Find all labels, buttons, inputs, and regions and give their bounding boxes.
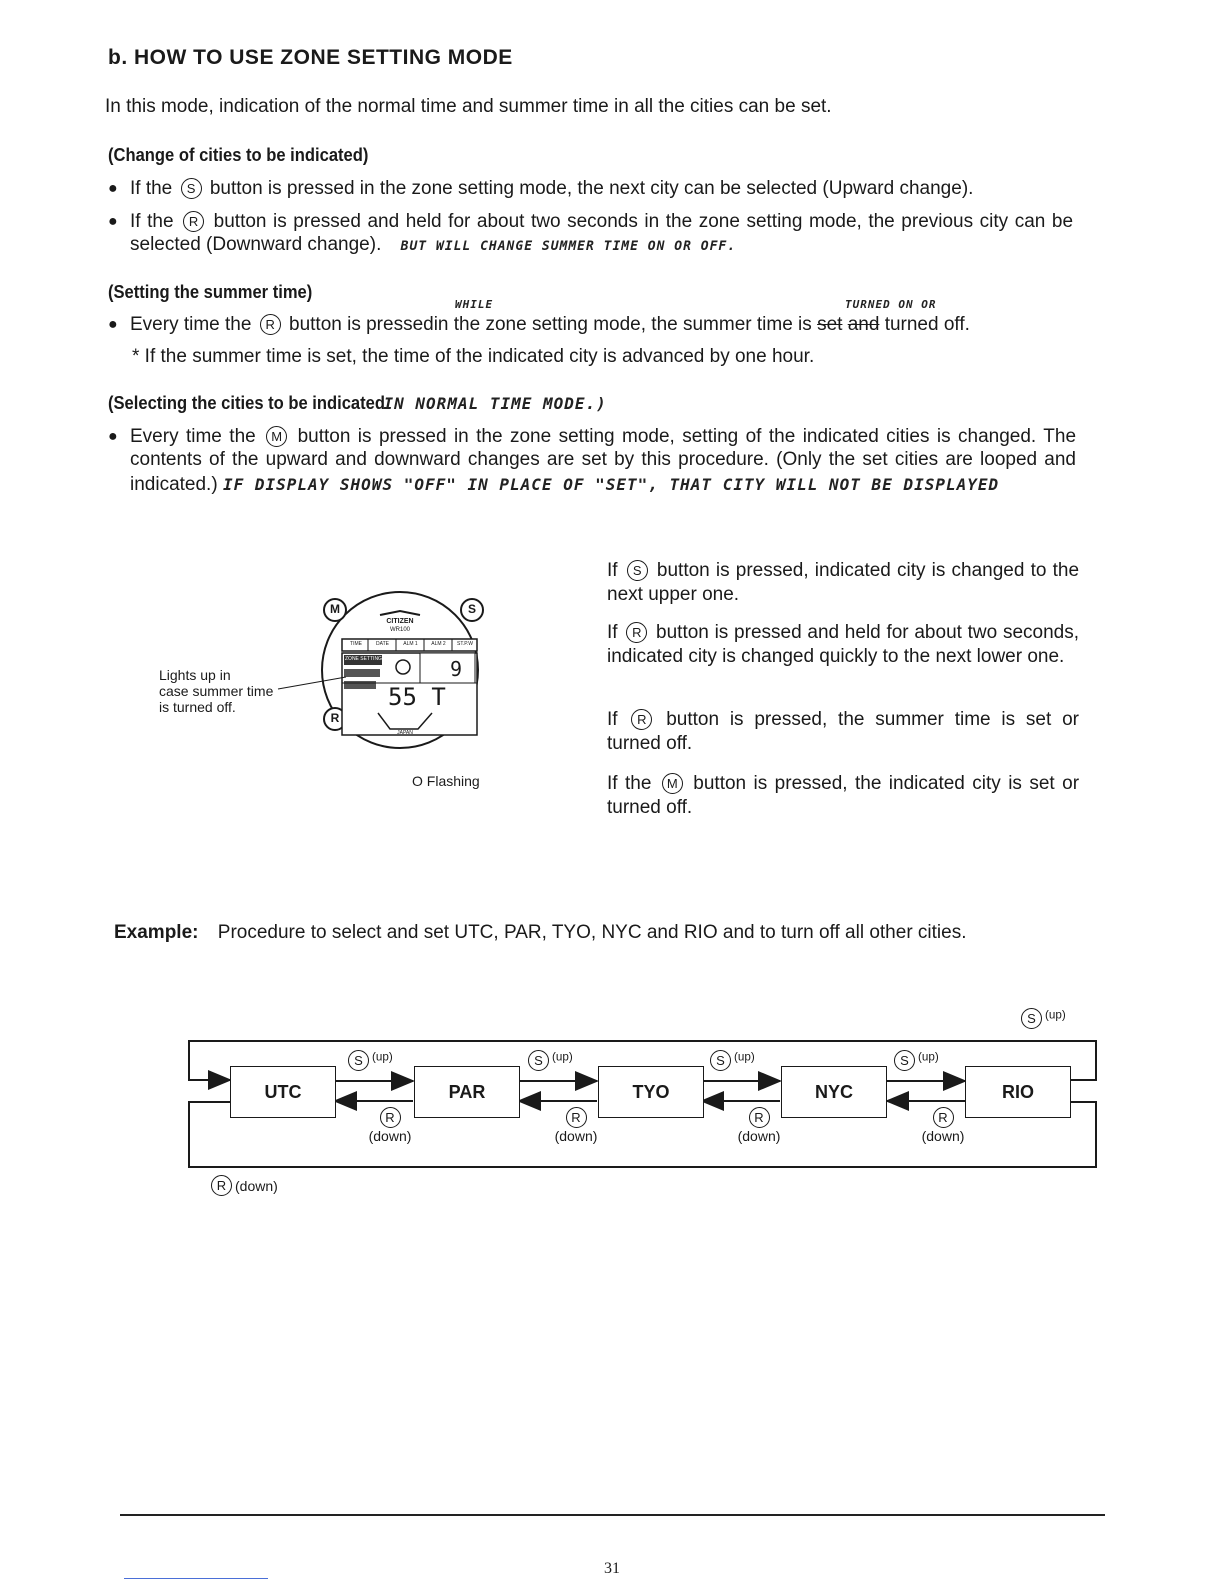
side-text-s (607, 559, 1079, 607)
down-text: (down) (921, 1128, 965, 1144)
lights-label-line: Lights up in (159, 667, 231, 683)
bullet-upward-change (108, 177, 1073, 201)
bullet-dot-icon: ● (108, 180, 118, 197)
up-label (891, 1050, 939, 1071)
up-label (345, 1050, 393, 1071)
bullet-text: button is pressed in the zone setting mode, setting of the indicated cities is changed. The contents of the upward and downward changes are set by this procedure. (Only the set cities are looped and indicated.) (130, 426, 1077, 495)
mode-label: ALM 1 (403, 641, 418, 647)
handwritten-heading: IN NORMAL TIME MODE.) (383, 394, 607, 413)
side-text-r-press (607, 708, 1079, 756)
down-label (365, 1107, 415, 1144)
down-text: (down) (737, 1128, 781, 1144)
mode-label: ST.P.W (456, 641, 474, 647)
mode-label: DATE (376, 641, 389, 647)
side-text-if: If (607, 622, 618, 643)
bullet-text: button is pressed and held for about two seconds in the zone setting mode, the previous city can be selected (Downward change). (130, 211, 1074, 255)
s-button-icon: S (528, 1050, 549, 1071)
up-text: (up) (372, 1050, 393, 1064)
side-text-if: If (607, 560, 618, 581)
side-text-body: button is pressed, indicated city is changed to the next upper one. (607, 560, 1080, 605)
bullet-text: Every time the (130, 426, 256, 447)
summer-time-heading: (Setting the summer time) (108, 282, 313, 302)
bullet-downward-change (108, 210, 1073, 258)
mode-label: ALM 2 (431, 641, 446, 647)
side-text-body: button is pressed, the indicated city is set or turned off. (607, 773, 1080, 818)
r-button-icon: R (211, 1175, 232, 1196)
down-label (208, 1175, 278, 1196)
r-button-icon: R (626, 622, 647, 643)
up-label (707, 1050, 755, 1071)
selecting-heading-row (108, 393, 607, 414)
blue-underline (124, 1578, 268, 1579)
watch-illustration (150, 575, 510, 789)
bullet-selecting-cities (108, 425, 1076, 499)
up-text: (up) (1045, 1008, 1066, 1022)
side-text-body: button is pressed, the summer time is set or turned off. (607, 709, 1079, 754)
mode-label: TIME (350, 641, 362, 647)
s-button-icon: S (348, 1050, 369, 1071)
watch-brand: CITIZEN (386, 618, 414, 625)
example-label: Example: (114, 922, 199, 943)
side-text-if: If (607, 709, 618, 730)
bullet-dot-icon: ● (108, 316, 118, 333)
handwritten-note: IF DISPLAY SHOWS "OFF" IN PLACE OF "SET", THAT CITY WILL NOT BE DISPLAYED (222, 475, 1000, 494)
side-text-body: button is pressed and held for about two seconds, indicated city is changed quickly to the next lower one. (607, 622, 1079, 667)
display-digit: 9 (450, 657, 463, 681)
city-box-utc: UTC (230, 1066, 336, 1118)
down-label (918, 1107, 968, 1144)
down-label (734, 1107, 784, 1144)
r-button-icon: R (566, 1107, 587, 1128)
up-label (525, 1050, 573, 1071)
section-title: b. HOW TO USE ZONE SETTING MODE (108, 46, 513, 69)
city-flow-diagram (180, 1005, 1110, 1205)
down-text: (down) (554, 1128, 598, 1144)
bullet-text: in the zone setting mode, the summ (433, 314, 735, 335)
footer-rule (120, 1514, 1105, 1516)
s-button-icon: S (1021, 1008, 1042, 1029)
display-city-code: 55 T (388, 683, 446, 711)
up-text: (up) (552, 1050, 573, 1064)
side-text-if: If the (607, 773, 652, 794)
bullet-text: Every time the (130, 314, 252, 335)
lights-label-line: is turned off. (159, 699, 236, 715)
selecting-heading: (Selecting the cities to be indicated (108, 393, 385, 413)
s-button-icon: S (627, 560, 648, 581)
r-button-icon: R (380, 1107, 401, 1128)
handwritten-insert-turned: TURNED ON OR (845, 298, 937, 311)
m-button-icon: M (266, 426, 287, 447)
bullet-dot-icon: ● (108, 213, 118, 230)
page-number: 31 (604, 1560, 620, 1577)
up-text: (up) (734, 1050, 755, 1064)
s-button-icon: S (894, 1050, 915, 1071)
intro-paragraph: In this mode, indication of the normal time and summer time in all the cities can be set. (105, 96, 832, 117)
bullet-text: er time is (734, 314, 812, 335)
bullet-dot-icon: ● (108, 428, 118, 445)
r-button-icon: R (260, 314, 281, 335)
struck-word: set (817, 314, 843, 335)
bullet-text: button is pressed in the zone setting mode, the next city can be selected (Upward change). (209, 178, 974, 199)
s-button-icon: S (181, 178, 202, 199)
city-box-rio: RIO (965, 1066, 1071, 1118)
bullet-text: button is pressed (289, 314, 434, 335)
city-box-nyc: NYC (781, 1066, 887, 1118)
down-text: (down) (235, 1178, 278, 1194)
side-text-r-hold (607, 621, 1079, 669)
r-button-icon: R (749, 1107, 770, 1128)
m-button-icon: M (662, 773, 683, 794)
r-button-icon: R (183, 211, 204, 232)
s-button-icon: S (710, 1050, 731, 1071)
struck-word: and (847, 314, 880, 335)
watch-japan: JAPAN (397, 730, 413, 736)
city-box-tyo: TYO (598, 1066, 704, 1118)
bullet-summer-time (108, 313, 1083, 337)
bullet-text: If the (130, 178, 173, 199)
down-text: (down) (368, 1128, 412, 1144)
r-button-label: R (330, 711, 340, 725)
up-label (1018, 1008, 1066, 1029)
s-button-label: S (467, 602, 476, 616)
lights-label-line: case summer time (159, 683, 274, 699)
flashing-label: O Flashing (412, 773, 480, 789)
down-label (551, 1107, 601, 1144)
handwritten-insert-while: WHILE (455, 298, 494, 311)
r-button-icon: R (631, 709, 652, 730)
zone-setting-label: ZONE SETTING (345, 656, 382, 662)
side-text-m (607, 772, 1079, 820)
lights-up-label (159, 667, 273, 715)
m-button-label: M (330, 602, 340, 616)
r-button-icon: R (933, 1107, 954, 1128)
change-cities-heading: (Change of cities to be indicated) (108, 145, 369, 165)
up-text: (up) (918, 1050, 939, 1064)
handwritten-note: BUT WILL CHANGE SUMMER TIME ON OR OFF. (400, 239, 737, 254)
summer-time-note: * If the summer time is set, the time of the indicated city is advanced by one hour. (132, 346, 815, 367)
city-box-par: PAR (414, 1066, 520, 1118)
example-text: Procedure to select and set UTC, PAR, TYO, NYC and RIO and to turn off all other cities. (217, 922, 967, 943)
bullet-text: If the (130, 211, 174, 232)
bullet-text: turned off. (884, 314, 970, 335)
watch-model: WR100 (389, 627, 410, 633)
example-line (114, 922, 967, 944)
